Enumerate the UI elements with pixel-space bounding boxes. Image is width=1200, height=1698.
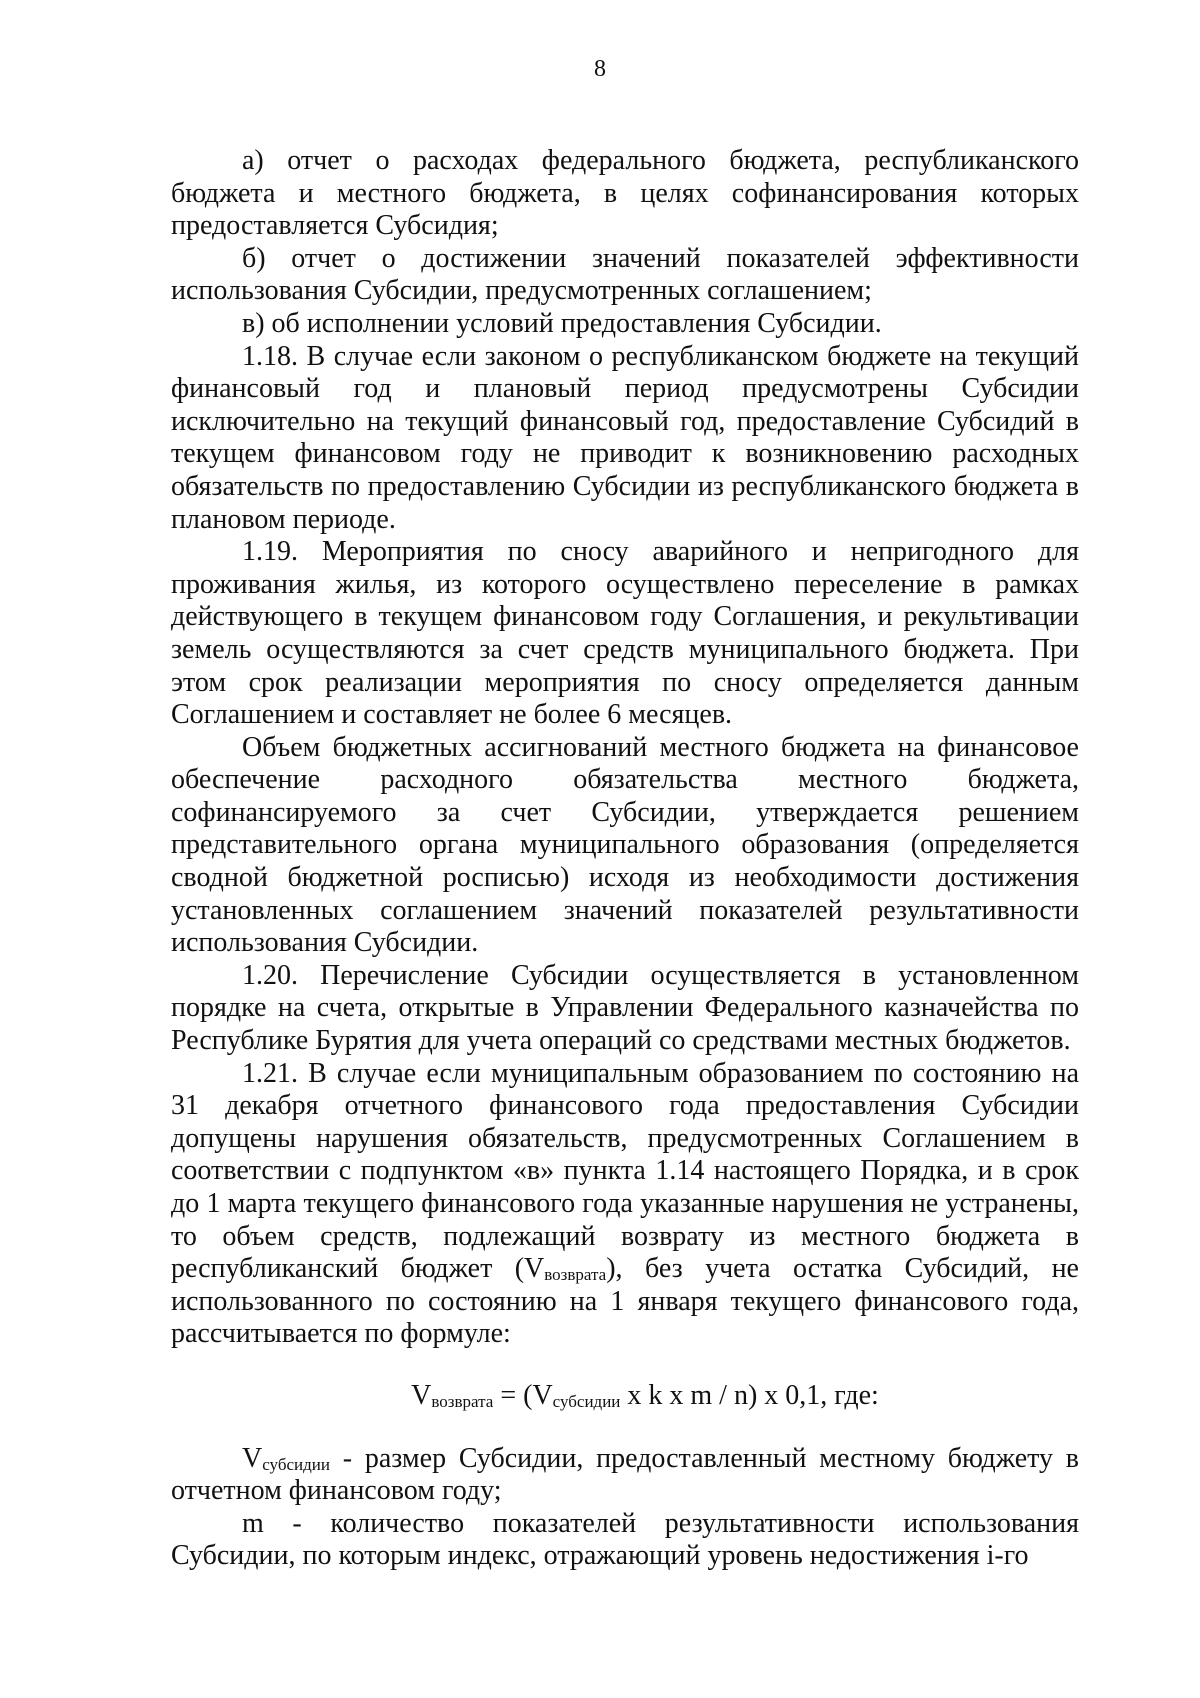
- definition-v-symbol: V: [242, 1442, 263, 1474]
- paragraph-1-18: 1.18. В случае если законом о республиканском бюджете на текущий финансовый год и плановый период предусмотрены Субсидии исключительно на текущий финансовый год, предоставление Субсидий в текущем финансовом году не приводит к возникновению расходных обязательств по предоставлению Субсидии из республиканского бюджета в плановом периоде.: [171, 340, 1079, 535]
- formula-subscript-return: возврата: [431, 1391, 494, 1411]
- formula-rest: x k x m / n) x 0,1, где:: [620, 1379, 879, 1411]
- paragraph-report-conditions: в) об исполнении условий предоставления Субсидии.: [242, 307, 882, 339]
- formula-subscript-subsidy: субсидии: [552, 1391, 621, 1411]
- paragraph-report-indicators: б) отчет о достижении значений показателей эффективности использования Субсидии, предусмотренных соглашением;: [171, 242, 1079, 307]
- formula-equals: = (V: [493, 1379, 553, 1411]
- paragraph-1-21: [171, 1058, 1079, 1351]
- paragraph-1-19: 1.19. Мероприятия по сносу аварийного и непригодного для проживания жилья, из которого осуществлено переселение в рамках действующего в текущем финансовом году Соглашения, и рекультивации земель осуществляются за счет средств муниципального бюджета. При этом срок реализации мероприятия по сносу определяется данным Соглашением и составляет не более 6 месяцев.: [171, 536, 1079, 731]
- definition-m: m - количество показателей результативности использования Субсидии, по которым индекс, отражающий уровень недостижения i-го: [171, 1507, 1079, 1572]
- definition-v-text: - размер Субсидии, предоставленный местному бюджету в отчетном финансовом году;: [171, 1442, 1079, 1507]
- page-number: 8: [594, 56, 606, 82]
- paragraph-report-expenses: а) отчет о расходах федерального бюджета, республиканского бюджета и местного бюджета, в целях софинансирования которых предоставляется Субсидия;: [171, 145, 1079, 242]
- paragraph-budget-allocations: Объем бюджетных ассигнований местного бюджета на финансовое обеспечение расходного обязательства местного бюджета, софинансируемого за счет Субсидии, утверждается решением представительного органа муниципального образования (определяется сводной бюджетной росписью) исходя из необходимости достижения установленных соглашением значений показателей результативности использования Субсидии.: [171, 731, 1079, 959]
- paragraph-1-21-text-start: 1.21. В случае если муниципальным образованием по состоянию на 31 декабря отчетного финансового года предоставления Субсидии допущены нарушения обязательств, предусмотренных Соглашением в соответствии с подпунктом «в» пункта 1.14 настоящего Порядка, и в срок до 1 марта текущего финансового года указанные нарушения не устранены, то объем средств, подлежащий возврату из местного бюджета в республиканский бюджет (V: [171, 1057, 1079, 1285]
- definition-v-subsidy: [171, 1443, 1079, 1508]
- paragraph-1-20: 1.20. Перечисление Субсидии осуществляется в установленном порядке на счета, открытые в Управлении Федерального казначейства по Республике Бурятия для учета операций со средствами местных бюджетов.: [171, 959, 1079, 1057]
- paragraph-1-21-subscript: возврата: [544, 1265, 607, 1285]
- paragraph-1-21-text-end: ), без учета остатка Субсидий, не использованного по состоянию на 1 января текущего финансового года, рассчитывается по формуле:: [171, 1253, 1079, 1350]
- return-formula: [171, 1380, 1079, 1413]
- document-body: [171, 145, 1079, 1573]
- definition-v-subscript: субсидии: [262, 1454, 330, 1474]
- formula-v-return: V: [411, 1379, 432, 1411]
